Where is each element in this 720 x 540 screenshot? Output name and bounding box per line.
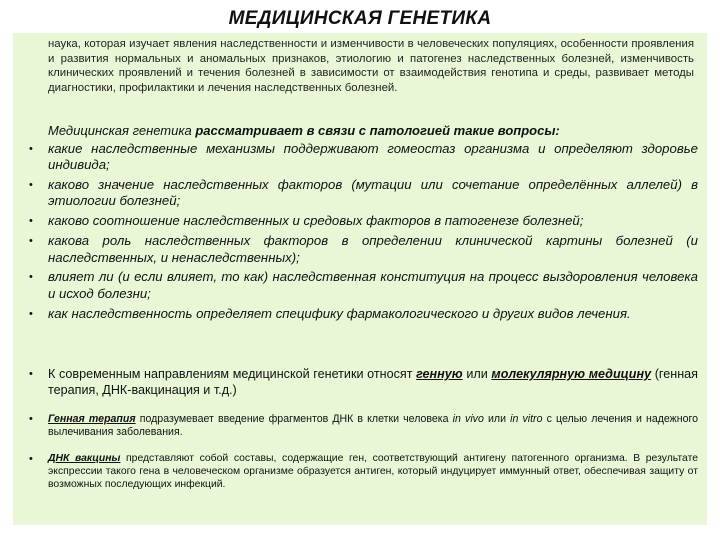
- bullet-icon: •: [29, 215, 33, 228]
- bullet-icon: •: [29, 179, 33, 192]
- bullet-icon: •: [29, 453, 33, 465]
- page-title: МЕДИЦИНСКАЯ ГЕНЕТИКА: [228, 8, 492, 29]
- list-item: [18, 177, 698, 210]
- bullet-icon: •: [29, 413, 33, 425]
- definition-paragraph: наука, которая изучает явления наследственности и изменчивости в человеческих популяциях, особенности проявления и развития нормальных и аномальных признаков, этиологию и патогенез наследственных болезней, изменчивость клинических проявлений и течения болезней в зависимости от взаимодействия генотипа и среды, развивает методы диагностики, профилактики и лечения наследственных болезней.: [48, 38, 694, 94]
- text-run: подразумевает введение фрагментов ДНК в клетки человека: [135, 413, 453, 425]
- lead-rest: рассматривает в связи с патологией такие вопросы:: [191, 123, 560, 138]
- bullet-icon: •: [29, 307, 33, 320]
- term-in-vitro: in vitro: [510, 413, 543, 425]
- bullet-icon: •: [29, 271, 33, 284]
- text-run: или: [483, 413, 511, 425]
- question-text: какие наследственные механизмы поддерживают гомеостаз организма и определяют здоровье индивида;: [48, 141, 698, 173]
- term-gene-medicine: генную: [416, 367, 463, 381]
- questions-list: [18, 141, 698, 326]
- section-text: [18, 453, 698, 491]
- question-text: каково соотношение наследственных и средовых факторов в патогенезе болезней;: [48, 213, 584, 229]
- list-item: [18, 306, 698, 322]
- question-text: какова роль наследственных факторов в определении клинической картины болезней (и наследственных, и ненаследственных);: [48, 233, 698, 265]
- bullet-icon: •: [29, 368, 33, 380]
- list-item: [18, 213, 698, 229]
- term-in-vivo: in vivo: [452, 413, 484, 425]
- question-text: влияет ли (и если влияет, то как) наследственная конституция на процесс выздоровления человека и исход болезни;: [48, 269, 698, 301]
- bullet-icon: •: [29, 235, 33, 248]
- section-text: [18, 366, 698, 398]
- list-item: [18, 141, 698, 174]
- section-gene-therapy: [18, 413, 698, 439]
- lead-term: Медицинская генетика: [48, 123, 192, 138]
- text-run: представляют собой составы, содержащие ген, соответствующий антигену патогенного организма. В результате экспрессии такого гена в человеческом организме образуется антиген, который индуцирует иммунный ответ, обеспечивая защиту от возможных последующих инфекций.: [48, 453, 698, 490]
- lead-sentence: [48, 123, 698, 139]
- text-run: с целью лечения и надежного вылечивания заболевания.: [48, 413, 699, 439]
- term-molecular-medicine: молекулярную медицину: [491, 367, 652, 381]
- text-run: К современным направлениям медицинской генетики относят: [48, 367, 417, 381]
- text-run: или: [462, 367, 492, 381]
- question-text: как наследственность определяет специфику фармакологического и других видов лечения.: [48, 305, 631, 321]
- section-dna-vaccines: [18, 453, 698, 491]
- section-modern-directions: [18, 366, 698, 398]
- term-dna-vaccines: ДНК вакцины: [48, 453, 121, 464]
- list-item: [18, 269, 698, 302]
- text-run: (генная терапия, ДНК-вакцинация и т.д.): [48, 367, 698, 397]
- section-text: [18, 413, 698, 439]
- list-item: [18, 233, 698, 266]
- term-gene-therapy: Генная терапия: [48, 413, 136, 425]
- question-text: каково значение наследственных факторов (мутации или сочетание определённых аллелей) в этиологии болезней;: [48, 177, 698, 209]
- bullet-icon: •: [29, 143, 33, 155]
